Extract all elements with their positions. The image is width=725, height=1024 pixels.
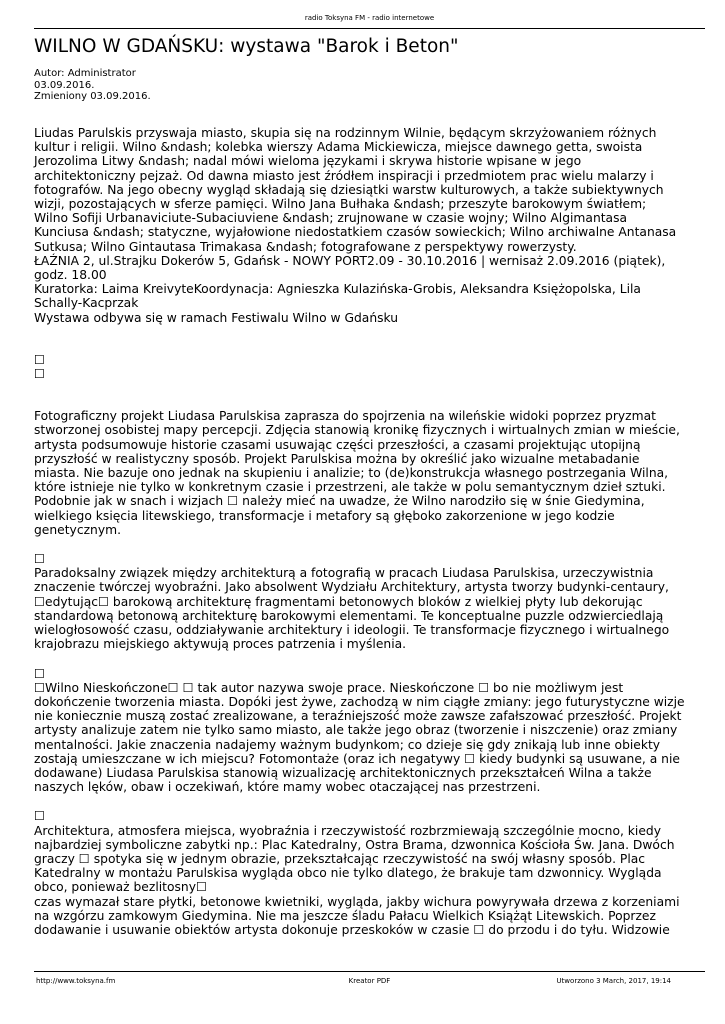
page-footer: [34, 977, 705, 987]
text-line: Paradoksalny związek między architekturą a fotografią w pracach Liudasa Parulskisa, urzeczywistnia: [34, 566, 654, 581]
article-paragraph: [34, 552, 705, 651]
text-line: Architektura, atmosfera miejsca, wyobraźnia i rzeczywistość rozbrzmiewają szczególnie mocno, kiedy: [34, 823, 661, 838]
publish-date: 03.09.2016.: [34, 79, 95, 91]
text-line: czas wymazał stare płytki, betonowe kwietniki, wygląda, jakby wichura powyrywała drzewa z korzeniami: [34, 894, 680, 909]
text-line: wielkiego księcia litewskiego, transformacje i metafory są głęboko zakorzenione w jego kodzie: [34, 508, 615, 523]
text-line: Podobnie jak w snach i wizjach ☐ należy mieć na uwadze, że Wilno narodziło się w śnie Giedymina,: [34, 494, 645, 509]
text-line: dodawane) Liudasa Parulskisa stanowią wizualizację architektonicznych przekształceń Wilna a także: [34, 765, 652, 780]
festival-line: Wystawa odbywa się w ramach Festiwalu Wilno w Gdańsku: [34, 310, 399, 325]
curator-line: Schally-Kacprzak: [34, 296, 139, 311]
text-line: mentalności. Jakie znaczenia nadajemy ważnym budynkom; co dzieje się gdy znikają lub inne obiekty: [34, 737, 661, 752]
text-line: fotografów. Na jego obecny wygląd składają się dziesiątki warstw kulturowych, a także subiektywnych: [34, 182, 664, 197]
article-paragraph: [34, 126, 705, 325]
missing-glyph: ☐: [34, 552, 46, 567]
text-line: miasta. Nie bazuje ono jednak na skupieniu i analizie; to (de)konstrukcja własnego postrzegania Wilna,: [34, 466, 669, 481]
article-paragraph: [34, 809, 705, 937]
text-line: kultur i religii. Wilno &ndash; kolebka wierszy Adama Mickiewicza, miejsce dawnego getta, swoista: [34, 140, 643, 155]
article-title: WILNO W GDAŃSKU: wystawa "Barok i Beton": [34, 36, 459, 57]
text-line: znaczenie twórczej wyobraźni. Jako absolwent Wydziału Architektury, artysta tworzy budynki-centaury,: [34, 580, 669, 595]
article-meta: [34, 68, 151, 103]
page-header: radio Toksyna FM - radio internetowe: [304, 14, 435, 22]
footer-rule: [34, 971, 705, 972]
text-line: które istnieje nie tylko w konkretnym czasie i przestrzeni, ale także w polu semantycznym dzieł sztuki.: [34, 480, 666, 495]
missing-glyph: ☐: [34, 809, 46, 824]
missing-glyph: ☐: [34, 352, 46, 367]
text-line: przyszłość w realistyczny sposób. Projekt Parulskisa można by określić jako wizualne metabadanie: [34, 451, 640, 466]
text-line: architektoniczny pejzaż. Od dawna miasto jest źródłem inspiracji i przedmiotem prac wielu malarzy i: [34, 168, 654, 183]
text-line: artysta podsumowuje historie czasami usuwając części przeszłości, a czasami projektując utopijną: [34, 437, 641, 452]
header-rule: [34, 28, 705, 29]
text-line: stworzonej osobistej mapy percepcji. Zdjęcia stanowią kronikę fizycznych i wirtualnych zmian w mieście,: [34, 423, 680, 438]
author-line: Autor: Administrator: [34, 68, 136, 79]
placeholder-glyphs: [34, 353, 705, 381]
article-paragraph: [34, 667, 705, 795]
text-line: wizji, pozostających w sferze pamięci. Wilno Jana Bułhaka &ndash; przeszyte barokowym światłem;: [34, 197, 647, 212]
text-line: ☐edytując☐ barokową architekturę fragmentami betonowych bloków z wielkiej płyty lub dekorując: [34, 594, 643, 609]
text-line: Kunciusa &ndash; statyczne, wyjałowione niedostatkiem czasów sowieckich; Wilno archiwalne Antanasa: [34, 225, 677, 240]
text-line: obco, ponieważ bezlitosny☐: [34, 880, 207, 895]
text-line: najbardziej symboliczne zabytki np.: Plac Katedralny, Ostra Brama, dzwonnica Kościoła Św. Jana. Dwóch: [34, 837, 675, 852]
paragraph-gap: [34, 325, 705, 353]
text-line: ☐Wilno Nieskończone☐ ☐ tak autor nazywa swoje prace. Nieskończone ☐ bo nie możliwym jest: [34, 680, 624, 695]
text-line: Fotograficzny projekt Liudasa Parulskisa zaprasza do spojrzenia na wileńskie widoki poprzez pryzmat: [34, 409, 656, 424]
text-line: artysty analizuje zatem nie tylko samo miasto, ale także jego obraz (tworzenie i niszczenie) oraz zmiany: [34, 723, 678, 738]
text-line: zostają umieszczane w ich miejscu? Fotomontaże (oraz ich negatywy ☐ kiedy budynki są usuwane, a nie: [34, 751, 680, 766]
text-line: Sutkusa; Wilno Gintautasa Trimakasa &ndash; fotografowane z perspektywy rowerzysty.: [34, 239, 577, 254]
venue-line: ŁAŹNIA 2, ul.Strajku Dokerów 5, Gdańsk - NOWY PORT2.09 - 30.10.2016 | wernisaż 2.09.2016 (piątek),: [34, 253, 666, 268]
missing-glyph: ☐: [34, 666, 46, 681]
paragraph-gap: [34, 652, 705, 667]
missing-glyph: ☐: [34, 367, 46, 382]
text-line: standardową betonową architekturę barokowymi elementami. Te konceptualne puzzle odzwierciedlają: [34, 608, 664, 623]
article-paragraph: [34, 409, 705, 537]
article-body: [34, 126, 705, 937]
text-line: na wzgórzu zamkowym Giedymina. Nie ma jeszcze śladu Pałacu Wielkich Książąt Litewskich. Poprzez: [34, 908, 656, 923]
text-line: Jerozolima Litwy &ndash; nadal mówi wieloma językami i skrywa historie wpisane w jego: [34, 154, 582, 169]
text-line: nie koniecznie muszą zostać zrealizowane, a teraźniejszość może zawsze zafałszować przeszłość. Projekt: [34, 709, 682, 724]
text-line: krajobrazu miejskiego aktywują proces patrzenia i myślenia.: [34, 637, 407, 652]
text-line: Katedralny w montażu Parulskisa wygląda obco nie tylko dlatego, że brakuje tam dzwonnicy. Wygląda: [34, 866, 662, 881]
text-line: wielogłosowość czasu, oddziaływanie architektury i ideologii. Te transformacje fizycznego i wirtualnego: [34, 623, 670, 638]
site-url-link[interactable]: http://www.toksyna.fm: [36, 977, 116, 985]
generator-label: Kreator PDF: [348, 977, 391, 985]
text-line: naszych lęków, obaw i oczekiwań, które mamy wobec otaczającej nas przestrzeni.: [34, 780, 541, 795]
paragraph-gap: [34, 537, 705, 552]
created-timestamp: Utworzono 3 March, 2017, 19:14: [556, 977, 671, 985]
curator-line: Kuratorka: Laima KreivyteKoordynacja: Agnieszka Kulazińska-Grobis, Aleksandra Księżopolska, Lila: [34, 282, 641, 297]
venue-line: godz. 18.00: [34, 268, 107, 283]
paragraph-gap: [34, 381, 705, 409]
text-line: graczy ☐ spotyka się w jednym obrazie, przekształcając rzeczywistość na swój własny sposób. Plac: [34, 851, 646, 866]
text-line: Wilno Sofiji Urbanaviciute-Subaciuviene &ndash; zrujnowane w czasie wojny; Wilno Algimantasa: [34, 211, 628, 226]
modified-date: Zmieniony 03.09.2016.: [34, 91, 151, 102]
text-line: dodawanie i usuwanie obiektów artysta dokonuje przeskoków w czasie ☐ do przodu i do tyłu. Widzowie: [34, 922, 670, 937]
text-line: dokończenie tworzenia miasta. Dopóki jest żywe, zachodzą w nim ciągłe zmiany: jego futurystyczne wizje: [34, 694, 685, 709]
paragraph-gap: [34, 794, 705, 809]
text-line: genetycznym.: [34, 522, 122, 537]
text-line: Liudas Parulskis przyswaja miasto, skupia się na rodzinnym Wilnie, będącym skrzyżowaniem różnych: [34, 126, 657, 140]
